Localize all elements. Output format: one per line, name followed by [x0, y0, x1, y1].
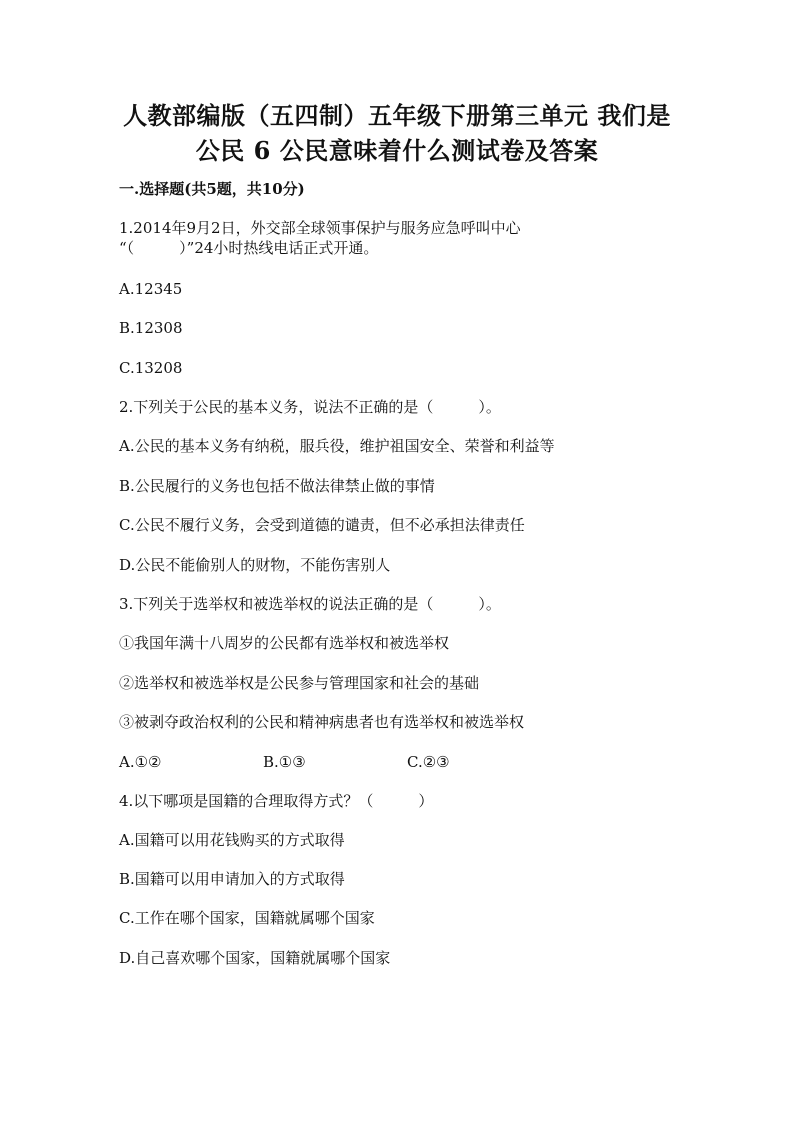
question-2-stem: 2.下列关于公民的基本义务，说法不正确的是（ ）。 — [119, 398, 501, 416]
question-2-option-b: B.公民履行的义务也包括不做法律禁止做的事情 — [119, 477, 435, 495]
question-4-option-c: C.工作在哪个国家，国籍就属哪个国家 — [119, 909, 375, 927]
question-2-option-c: C.公民不履行义务，会受到道德的谴责，但不必承担法律责任 — [119, 516, 525, 534]
question-1-option-b: B.12308 — [119, 319, 183, 337]
question-3-statement-2: ②选举权和被选举权是公民参与管理国家和社会的基础 — [119, 674, 480, 692]
page-title-line-1: 人教部编版（五四制）五年级下册第三单元 我们是 — [123, 101, 671, 130]
question-4-option-d: D.自己喜欢哪个国家，国籍就属哪个国家 — [119, 949, 391, 967]
question-3-statement-1: ①我国年满十八周岁的公民都有选举权和被选举权 — [119, 634, 450, 652]
question-1-stem-line-2: “（ ）”24小时热线电话正式开通。 — [119, 239, 379, 257]
question-2-option-d: D.公民不能偷别人的财物，不能伤害别人 — [119, 556, 391, 574]
question-3-option-c: C.②③ — [407, 753, 450, 771]
page-title-line-2: 公民 6 公民意味着什么测试卷及答案 — [195, 136, 599, 165]
question-3-option-a: A.①② — [119, 753, 162, 771]
question-3-stem: 3.下列关于选举权和被选举权的说法正确的是（ ）。 — [119, 595, 501, 613]
question-3-option-b: B.①③ — [263, 753, 306, 771]
question-1-option-c: C.13208 — [119, 359, 183, 377]
question-4-stem: 4.以下哪项是国籍的合理取得方式？（ ） — [119, 792, 434, 810]
question-4-option-b: B.国籍可以用申请加入的方式取得 — [119, 870, 345, 888]
question-4-option-a: A.国籍可以用花钱购买的方式取得 — [119, 831, 345, 849]
question-2-option-a: A.公民的基本义务有纳税，服兵役，维护祖国安全、荣誉和利益等 — [119, 437, 555, 455]
question-1-stem-line-1: 1.2014年9月2日，外交部全球领事保护与服务应急呼叫中心 — [119, 219, 521, 237]
section-heading: 一.选择题(共5题，共10分) — [119, 180, 305, 198]
question-1-option-a: A.12345 — [119, 280, 183, 298]
question-3-statement-3: ③被剥夺政治权利的公民和精神病患者也有选举权和被选举权 — [119, 713, 525, 731]
